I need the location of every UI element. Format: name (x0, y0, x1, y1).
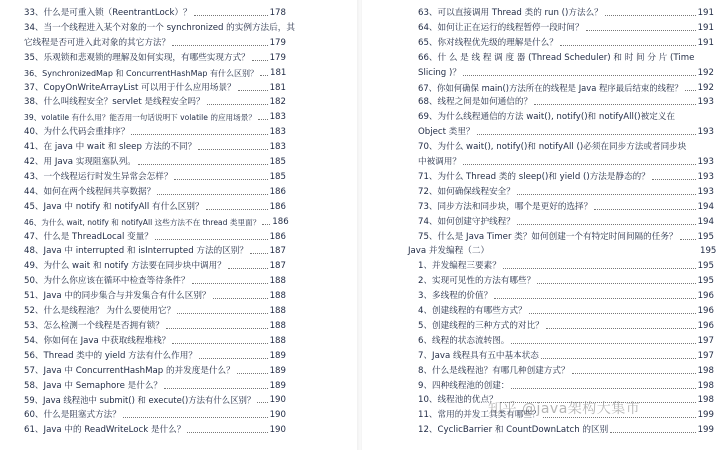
dot-leader (260, 75, 268, 76)
toc-entry[interactable] (418, 202, 714, 213)
toc-entry[interactable] (24, 172, 286, 183)
toc-entry[interactable] (418, 83, 714, 94)
toc-entry-title: 57、Java 中 ConcurrentHashMap 的并发度是什么？ (24, 365, 235, 376)
toc-entry[interactable] (24, 336, 286, 347)
dot-leader (511, 388, 695, 389)
dot-leader (503, 268, 696, 269)
toc-entry[interactable] (418, 291, 714, 302)
toc-entry[interactable] (24, 321, 286, 332)
toc-entry[interactable] (24, 306, 286, 317)
toc-entry-title: 10、线程池的优点？ (418, 395, 498, 406)
toc-page-number: 178 (269, 8, 286, 18)
dot-leader (157, 194, 267, 195)
toc-entry-title: 41、在 java 中 wait 和 sleep 方法的不同？ (24, 142, 197, 153)
toc-entry-title: 64、如何让正在运行的线程暂停一段时间？ (418, 22, 584, 33)
toc-page-number: 196 (697, 320, 714, 331)
toc-entry-title: 71、为什么 Thread 类的 sleep()和 yield ()方法是静态的？ (418, 171, 650, 182)
toc-page-number: 195 (697, 276, 714, 287)
toc-entry[interactable] (24, 395, 286, 406)
toc-entry[interactable] (418, 321, 714, 332)
toc-entry[interactable] (418, 366, 714, 377)
toc-entry[interactable] (24, 187, 286, 198)
toc-page-number: 198 (697, 365, 714, 376)
toc-page-number: 188 (269, 320, 286, 331)
toc-entry-title: 56、Thread 类中的 yield 方法有什么作用？ (24, 350, 197, 361)
toc-entry-title: 8、什么是线程池？有哪几种创建方式？ (418, 365, 570, 376)
toc-entry-title: 12、CyclicBarrier 和 CountDownLatch 的区别 (418, 425, 609, 436)
toc-entry-title: 中被调用？ (418, 157, 461, 167)
toc-page-number: 193 (697, 157, 714, 167)
dot-leader (560, 45, 696, 46)
dot-leader (166, 328, 268, 329)
toc-entry-title: 7、Java 线程具有五中基本状态 (418, 350, 539, 361)
toc-entry-title: 它线程是否可进入此对象的其它方法？ (24, 37, 171, 48)
dot-leader (494, 298, 695, 299)
toc-entry[interactable] (418, 172, 714, 183)
dot-leader (610, 432, 695, 433)
toc-entry[interactable] (418, 127, 714, 138)
toc-entry-title: 42、用 Java 实现阻塞队列。 (24, 157, 136, 167)
toc-entry[interactable] (418, 8, 714, 19)
toc-entry-title: 68、线程之间是如何通信的？ (418, 97, 533, 108)
toc-entry-title: 47、什么是 ThreadLocal 变量？ (24, 231, 153, 242)
toc-entry[interactable] (418, 23, 714, 34)
dot-leader (257, 402, 267, 403)
dot-leader (172, 45, 267, 46)
toc-entry[interactable] (24, 53, 286, 64)
dot-leader (198, 149, 267, 150)
toc-page-number: 194 (697, 216, 714, 227)
dot-leader (652, 179, 696, 180)
toc-entry-title: 2、实现可见性的方法有哪些？ (418, 276, 536, 287)
toc-entry-title: 46、为什么 wait, notify 和 notifyAll 这些方法不在 thread 类里面？ (24, 217, 261, 227)
dot-leader (206, 209, 268, 210)
toc-entry[interactable] (418, 38, 714, 49)
toc-entry[interactable] (24, 8, 286, 19)
dot-leader (537, 283, 695, 284)
toc-page-number: 189 (269, 380, 286, 391)
toc-page-number: 183 (269, 127, 286, 138)
dot-leader (258, 119, 268, 120)
toc-entry-title: 48、Java 中 interrupted 和 isInterrupted 方法的区别？ (24, 246, 248, 257)
toc-entry-title: 33、什么是可重入锁（ReentrantLock）？ (24, 8, 192, 18)
dot-leader (192, 283, 268, 284)
toc-entry[interactable] (24, 216, 289, 228)
toc-entry-title[interactable]: 34、当一个线程进入某个对象的一个 synchronized 的实例方法后，其 (24, 22, 295, 33)
toc-page-number: 192 (697, 67, 714, 78)
toc-entry[interactable] (24, 157, 286, 168)
toc-entry-title: 50、为什么你应该在循环中检查等待条件？ (24, 276, 190, 287)
toc-entry[interactable] (24, 425, 286, 436)
toc-page-number: 191 (697, 37, 714, 48)
toc-page-number: 195 (697, 261, 714, 272)
toc-entry[interactable] (24, 97, 286, 108)
dot-leader (123, 417, 268, 418)
toc-entry[interactable] (418, 336, 714, 347)
toc-entry-title: 49、为什么 wait 和 notify 方法要在同步块中调用？ (24, 261, 226, 272)
toc-entry-title: 6、线程的状态流转图。 (418, 335, 510, 346)
toc-entry-title: 54、你如何在 Java 中获取线程堆栈？ (24, 335, 171, 346)
toc-page-number: 185 (269, 171, 286, 182)
toc-entry-title: 3、多线程的价值？ (418, 291, 493, 302)
toc-entry[interactable] (418, 425, 714, 436)
toc-entry[interactable] (24, 261, 286, 272)
right-page (362, 0, 720, 450)
dot-leader (463, 164, 696, 165)
toc-page-number: 196 (697, 291, 714, 302)
dot-leader (237, 373, 268, 374)
toc-page-number: 199 (697, 410, 714, 421)
toc-entry-title: 51、Java 中的同步集合与并发集合有什么区别？ (24, 291, 211, 302)
dot-leader (199, 358, 268, 359)
toc-entry[interactable] (418, 217, 714, 228)
dot-leader (213, 298, 268, 299)
toc-page-number: 181 (270, 67, 287, 78)
dot-leader (238, 90, 268, 91)
toc-page-number: 186 (269, 186, 286, 197)
toc-entry-title: 39、volatile 有什么用？能否用一句话说明下 volatile 的应用场景？ (24, 113, 256, 123)
dot-leader (138, 164, 268, 165)
toc-entry[interactable] (24, 83, 286, 94)
dot-leader (546, 328, 696, 329)
dot-leader (680, 239, 696, 240)
toc-entry-title: 53、怎么检测一个线程是否拥有锁？ (24, 320, 164, 331)
dot-leader (164, 388, 268, 389)
toc-entry-title: 43、一个线程运行时发生异常会怎样？ (24, 171, 173, 182)
dot-leader (534, 104, 696, 105)
toc-entry[interactable] (24, 351, 286, 362)
dot-leader (463, 75, 696, 76)
toc-entry[interactable] (24, 276, 286, 287)
dot-leader (187, 432, 267, 433)
toc-entry-title: 61、Java 中的 ReadWriteLock 是什么？ (24, 425, 186, 436)
toc-page-number: 187 (269, 246, 286, 257)
toc-entry-title: 35、乐观锁和悲观锁的理解及如何实现，有哪些实现方式？ (24, 52, 250, 63)
toc-page-number: 185 (269, 157, 286, 167)
toc-entry-title: 59、Java 线程池中 submit() 和 execute()方法有什么区别？ (24, 395, 256, 406)
toc-entry-title[interactable]: 69、为什么线程通信的方法 wait(), notify()和 notifyAll()被定义在 (418, 112, 676, 123)
toc-page-number: 190 (269, 410, 286, 421)
toc-entry[interactable] (24, 142, 286, 153)
toc-page-number: 198 (697, 380, 714, 391)
dot-leader (228, 268, 268, 269)
toc-page-number: 179 (269, 37, 286, 48)
dot-leader (252, 60, 268, 61)
toc-entry-title: 9、四种线程池的创建： (418, 380, 510, 391)
toc-entry-title: 1、并发编程三要素？ (418, 261, 501, 272)
toc-entry-title: 4、创建线程的有哪些方式？ (418, 306, 527, 316)
toc-page-number: 179 (269, 52, 286, 63)
toc-entry[interactable] (24, 410, 286, 421)
toc-entry-title[interactable]: 70、为什么 wait(), notify()和 notifyAll ()必须在同步方法或者同步块 (418, 142, 687, 153)
dot-leader (250, 253, 268, 254)
toc-entry-title: 63、可以直接调用 Thread 类的 run ()方法么？ (418, 8, 603, 18)
toc-entry[interactable] (418, 381, 714, 392)
toc-entry-title: 73、同步方法和同步块，哪个是更好的选择？ (418, 201, 593, 212)
toc-entry[interactable] (24, 232, 286, 243)
dot-leader (685, 90, 696, 91)
toc-page-number: 196 (697, 306, 714, 316)
toc-entry[interactable] (24, 246, 286, 257)
toc-page-number: 186 (269, 201, 286, 212)
toc-entry[interactable] (24, 202, 286, 213)
dot-leader (194, 15, 268, 16)
toc-page-number: 189 (269, 350, 286, 361)
toc-page-number: 191 (697, 22, 714, 33)
toc-page-number: 186 (272, 216, 289, 227)
toc-entry[interactable] (418, 97, 714, 108)
toc-page-number: 190 (269, 425, 286, 436)
toc-entry[interactable] (24, 291, 286, 302)
dot-leader (511, 343, 695, 344)
toc-entry-title: 60、什么是阻塞式方法？ (24, 410, 121, 421)
toc-page-number: 194 (697, 201, 714, 212)
dot-leader (605, 15, 696, 16)
toc-entry-title: 11、常用的并发工具类有哪些？ (418, 410, 541, 421)
toc-page-number: 183 (269, 142, 286, 153)
dot-leader (262, 224, 270, 225)
dot-leader (529, 313, 696, 314)
toc-entry[interactable] (418, 187, 714, 198)
section-heading: Java 并发编程（二） (408, 246, 490, 257)
dot-leader (586, 30, 696, 31)
toc-entry-title: 75、什么是 Java Timer 类？如何创建一个有特定时间间隔的任务？ (418, 231, 678, 242)
toc-entry[interactable] (418, 261, 714, 272)
toc-page-number: 193 (697, 97, 714, 108)
toc-page-number: 193 (697, 186, 714, 197)
toc-entry-title: 65、你对线程优先级的理解是什么？ (418, 37, 558, 48)
toc-entry-title: 36、SynchronizedMap 和 ConcurrentHashMap 有什么区别？ (24, 68, 258, 78)
toc-page-number: 195 (700, 246, 717, 257)
toc-page-number: 188 (269, 306, 286, 316)
toc-page-number: 189 (269, 365, 286, 376)
toc-entry[interactable] (418, 276, 714, 287)
dot-leader (177, 313, 267, 314)
toc-entry-title: 40、为什么代码会重排序？ (24, 127, 130, 138)
toc-entry-title: 37、CopyOnWriteArrayList 可以用于什么应用场景？ (24, 82, 236, 93)
toc-page-number: 198 (697, 395, 714, 406)
toc-entry[interactable] (24, 366, 286, 377)
toc-entry[interactable] (418, 351, 714, 362)
toc-entry[interactable] (24, 38, 286, 49)
dot-leader (174, 179, 267, 180)
dot-leader (131, 134, 267, 135)
dot-leader (155, 239, 268, 240)
toc-page-number: 193 (697, 171, 714, 182)
toc-entry-title: 52、什么是线程池？ 为什么要使用它？ (24, 306, 176, 316)
toc-entry[interactable] (24, 68, 286, 79)
toc-entry-title: Slicing )？ (418, 67, 461, 78)
dot-leader (517, 194, 696, 195)
watermark: 知乎 @java架构大集市 (488, 401, 641, 417)
toc-entry[interactable] (24, 381, 286, 392)
dot-leader (541, 358, 696, 359)
toc-page-number: 195 (697, 231, 714, 242)
toc-page-number: 188 (269, 335, 286, 346)
toc-page-number: 199 (697, 425, 714, 436)
dot-leader (477, 134, 696, 135)
toc-page-number: 187 (269, 261, 286, 272)
toc-entry[interactable] (418, 232, 714, 243)
toc-entry[interactable] (418, 157, 714, 168)
toc-entry-title: 5、创建线程的三种方式的对比？ (418, 320, 544, 331)
toc-page-number: 197 (697, 335, 714, 346)
toc-entry-title: 58、Java 中 Semaphore 是什么？ (24, 380, 163, 391)
toc-page-number: 188 (269, 276, 286, 287)
toc-page-number: 182 (269, 97, 286, 108)
toc-page-number: 188 (269, 291, 286, 302)
dot-leader (172, 343, 267, 344)
toc-entry-title: Object 类里？ (418, 127, 475, 138)
left-page (0, 0, 358, 450)
toc-page-number: 186 (269, 231, 286, 242)
dot-leader (207, 104, 268, 105)
dot-leader (572, 373, 696, 374)
toc-page-number: 183 (269, 112, 286, 123)
toc-entry-title: 38、什么叫线程安全？servlet 是线程安全吗？ (24, 97, 205, 108)
toc-entry-title[interactable]: 66、什 么 是 线 程 调 度 器 (Thread Scheduler) 和 时 间 分 片 (Time (418, 52, 695, 63)
toc-page-number: 190 (269, 395, 286, 406)
toc-entry-title: 74、如何创建守护线程？ (418, 216, 515, 227)
dot-leader (594, 209, 695, 210)
toc-page-number: 191 (697, 8, 714, 18)
toc-page-number: 193 (697, 127, 714, 138)
dot-leader (517, 224, 696, 225)
toc-entry-title: 44、如何在两个线程间共享数据？ (24, 186, 156, 197)
toc-page-number: 197 (697, 350, 714, 361)
toc-entry-title: 45、Java 中 notify 和 notifyAll 有什么区别？ (24, 201, 204, 212)
toc-entry[interactable] (24, 127, 286, 138)
toc-entry-title: 72、如何确保线程安全？ (418, 186, 515, 197)
toc-entry[interactable] (24, 112, 286, 123)
toc-entry[interactable] (418, 68, 714, 79)
toc-page-number: 181 (269, 82, 286, 93)
toc-page-number: 192 (697, 82, 714, 93)
toc-entry-title: 67、你如何确保 main()方法所在的线程是 Java 程序最后结束的线程？ (418, 82, 683, 93)
toc-entry[interactable] (418, 306, 714, 317)
